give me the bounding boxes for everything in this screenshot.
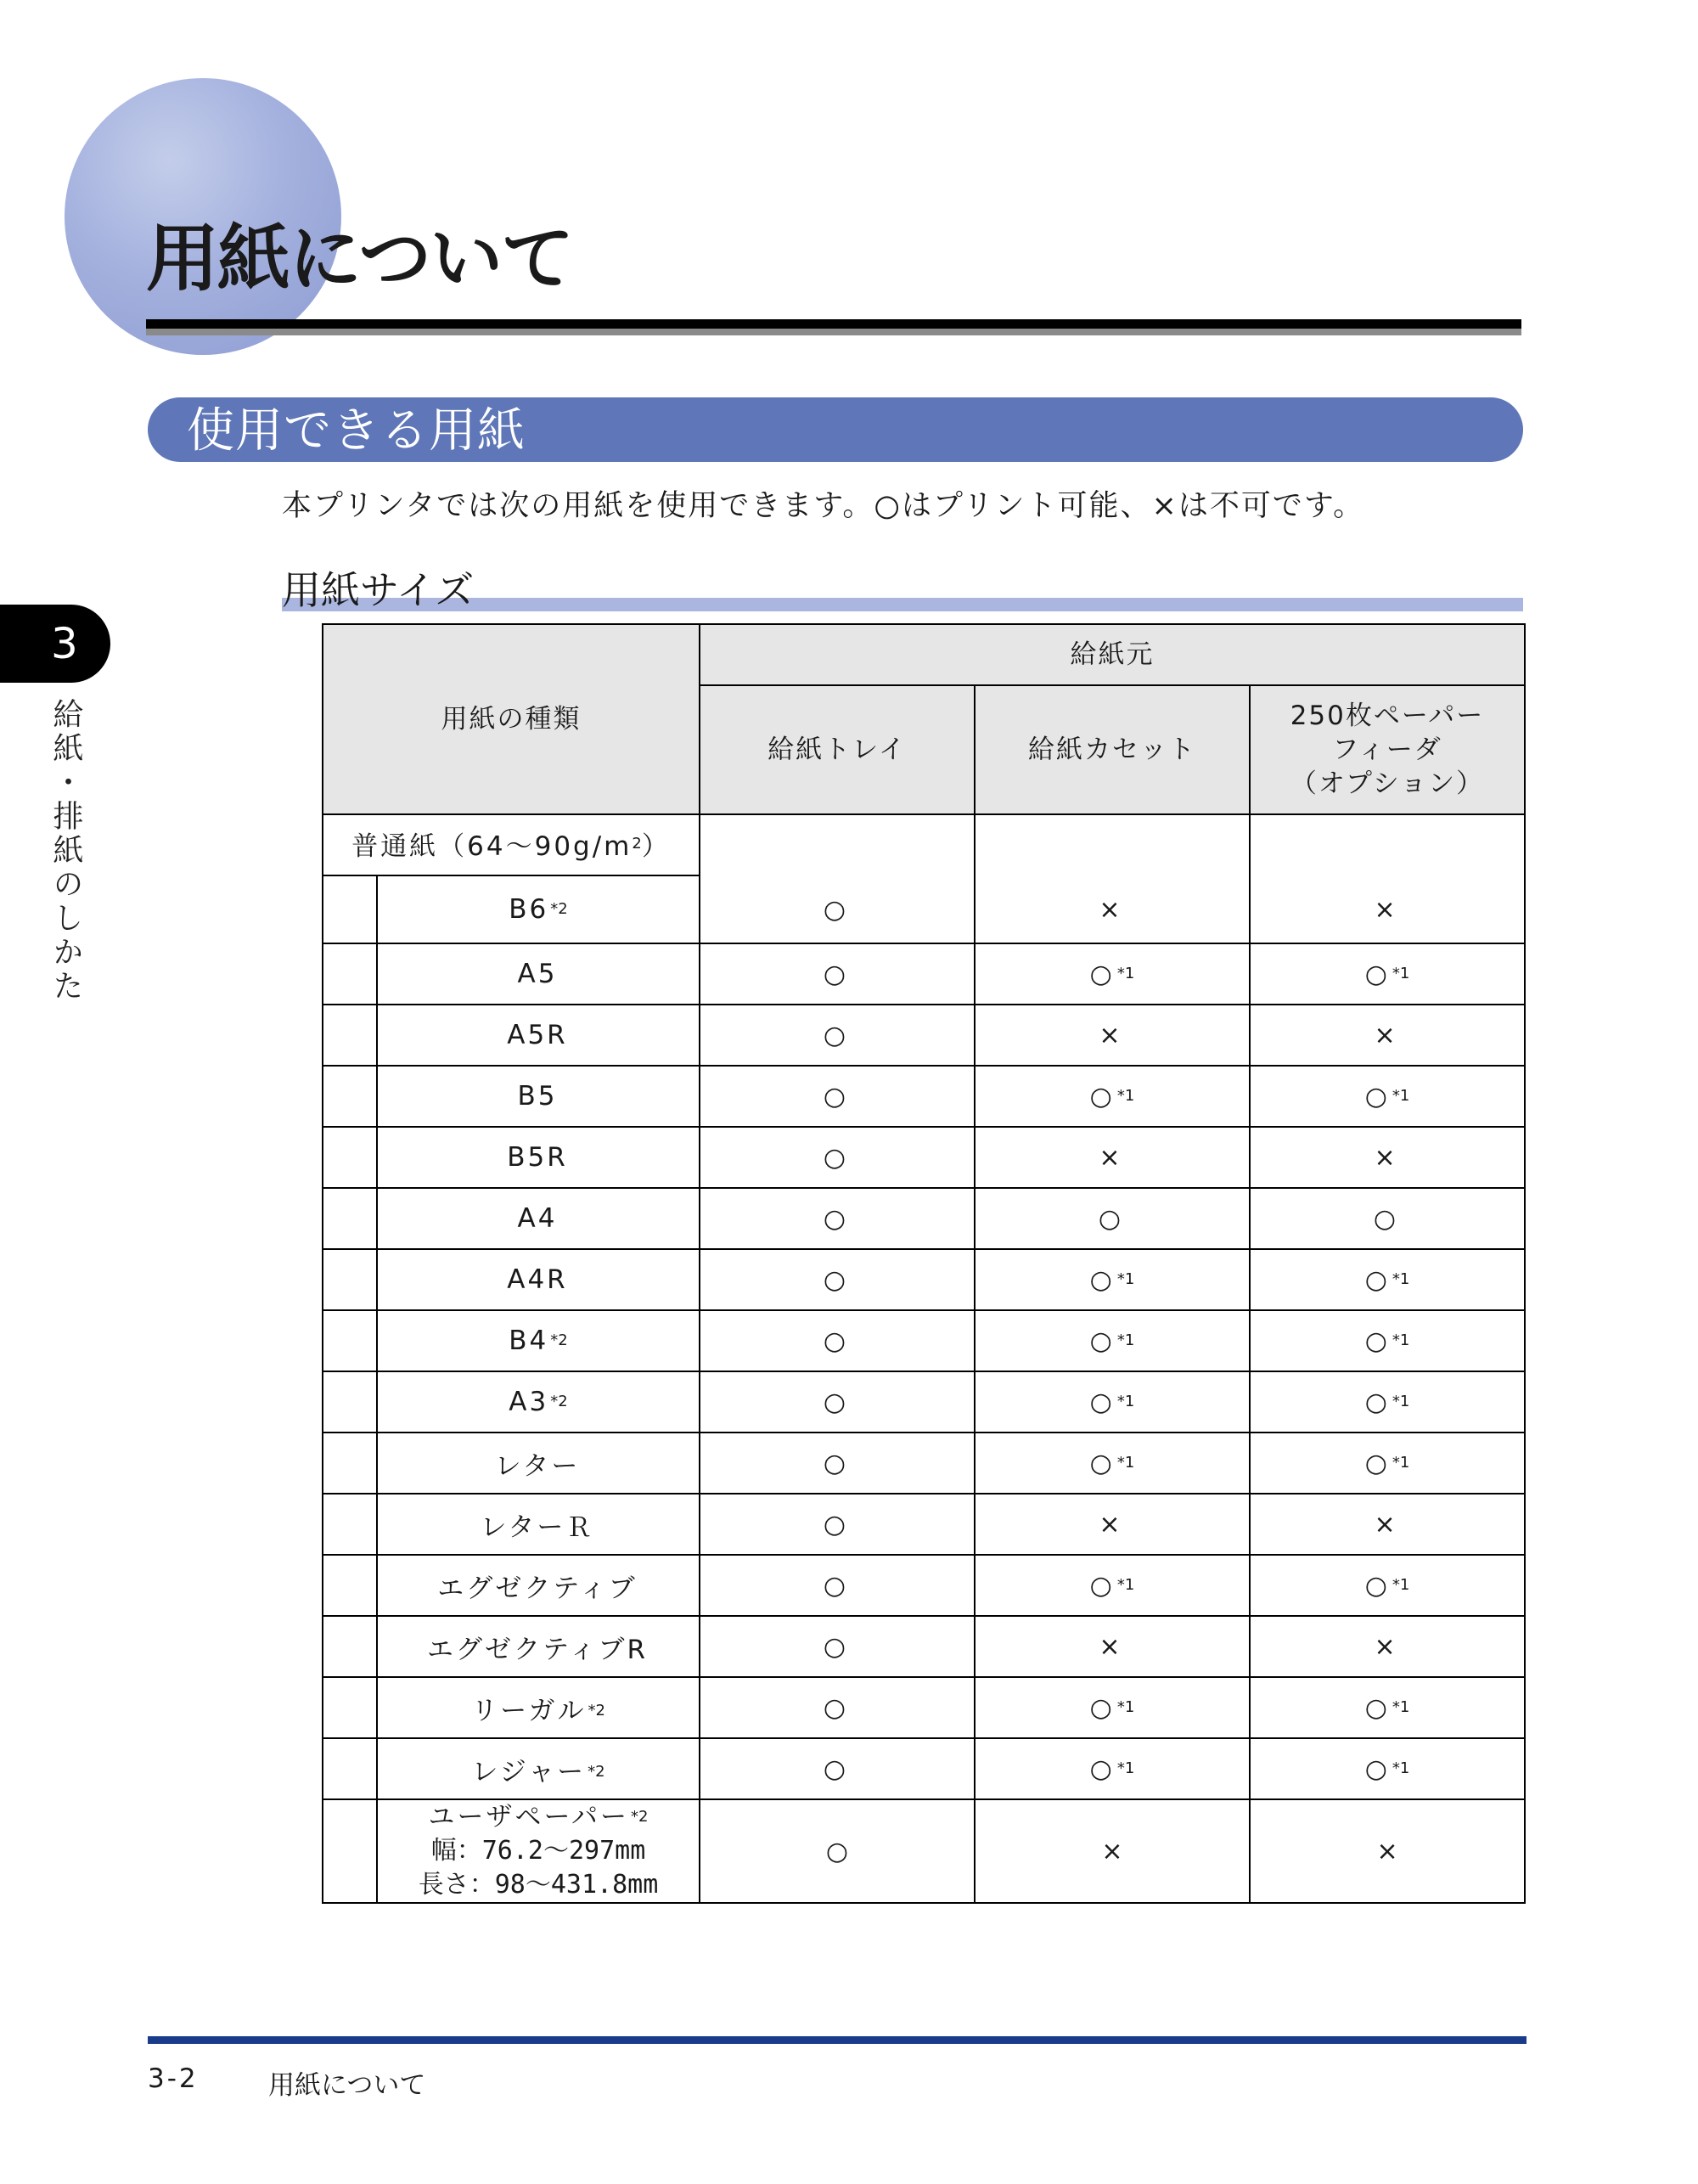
paper-size-label: A5 bbox=[517, 959, 558, 989]
cassette-cell-mark: × bbox=[1099, 1143, 1121, 1173]
paper-size-name bbox=[377, 1616, 700, 1677]
paper-size-name bbox=[377, 943, 700, 1005]
tray-cell-mark: ○ bbox=[823, 1388, 846, 1417]
paper-size-label: A5R bbox=[507, 1020, 568, 1050]
cassette-cell-note: *1 bbox=[1116, 1270, 1135, 1288]
feeder-cell-mark: × bbox=[1374, 1021, 1396, 1050]
cassette-cell-mark: ○ bbox=[1089, 1326, 1112, 1356]
paper-size-footnote: *2 bbox=[550, 1331, 568, 1349]
tray-cell-mark: ○ bbox=[823, 1449, 846, 1478]
paper-size-label: リーガル bbox=[471, 1695, 587, 1726]
cassette-cell-note: *1 bbox=[1116, 1087, 1135, 1105]
table-body bbox=[323, 814, 1525, 1903]
section-title: 使用できる用紙 bbox=[187, 403, 526, 459]
header-tray: 給紙トレイ bbox=[700, 685, 975, 814]
feeder-cell bbox=[1250, 1738, 1525, 1799]
cassette-cell bbox=[975, 1249, 1250, 1310]
feeder-cell bbox=[1250, 1371, 1525, 1433]
paper-size-footnote: *2 bbox=[588, 1701, 605, 1720]
feeder-cell-mark: ○ bbox=[1364, 1449, 1387, 1478]
header-feeder-line1: 250枚ペーパー bbox=[1290, 701, 1485, 731]
user-paper-width: 幅：76.2～297mm bbox=[430, 1836, 646, 1866]
cassette-cell-note: *1 bbox=[1116, 1576, 1135, 1594]
feeder-cell-user-mark: × bbox=[1376, 1837, 1398, 1866]
cassette-cell-user-mark: × bbox=[1101, 1837, 1123, 1866]
table-row bbox=[323, 1371, 1525, 1433]
feeder-cell-mark: × bbox=[1374, 1143, 1396, 1173]
tray-cell-mark: ○ bbox=[823, 1326, 846, 1356]
cassette-cell bbox=[975, 1555, 1250, 1616]
tray-cell-mark: ○ bbox=[823, 1265, 846, 1295]
row-indent bbox=[323, 1677, 377, 1738]
paper-size-name bbox=[377, 1433, 700, 1494]
cassette-cell bbox=[975, 943, 1250, 1005]
paper-size-label: レター bbox=[494, 1450, 581, 1482]
paper-size-name bbox=[377, 1005, 700, 1066]
cassette-cell bbox=[975, 875, 1250, 943]
feeder-cell bbox=[1250, 1616, 1525, 1677]
intro-text: 本プリンタでは次の用紙を使用できます。○はプリント可能、×は不可です。 bbox=[282, 489, 1365, 523]
paper-size-name bbox=[377, 1677, 700, 1738]
user-paper-length: 長さ：98～431.8mm bbox=[418, 1870, 659, 1900]
cassette-cell-mark: ○ bbox=[1089, 1388, 1112, 1417]
paper-size-name bbox=[377, 1249, 700, 1310]
paper-size-label: エグゼクティブR bbox=[426, 1634, 649, 1665]
tray-cell bbox=[700, 1066, 975, 1127]
cassette-cell bbox=[975, 1005, 1250, 1066]
tray-cell bbox=[700, 1310, 975, 1371]
tray-cell-mark: ○ bbox=[823, 1632, 846, 1662]
feeder-cell-note: *1 bbox=[1392, 1331, 1410, 1349]
paper-size-name bbox=[377, 1555, 700, 1616]
page-title: 用紙について bbox=[146, 217, 573, 301]
paper-size-table bbox=[322, 623, 1526, 1904]
row-indent bbox=[323, 943, 377, 1005]
footer-title: 用紙について bbox=[268, 2070, 426, 2101]
feeder-cell bbox=[1250, 1188, 1525, 1249]
paper-size-name bbox=[377, 1494, 700, 1555]
group-cell-cassette bbox=[975, 814, 1250, 875]
tray-cell-mark: ○ bbox=[823, 894, 846, 925]
row-indent bbox=[323, 1249, 377, 1310]
paper-size-name bbox=[377, 1127, 700, 1188]
footer-rule bbox=[148, 2036, 1527, 2044]
paper-size-label: B4 bbox=[509, 1326, 549, 1356]
group-cell-tray bbox=[700, 814, 975, 875]
cassette-cell-note: *1 bbox=[1116, 965, 1135, 982]
table-row bbox=[323, 1555, 1525, 1616]
cassette-cell-mark: ○ bbox=[1089, 1571, 1112, 1601]
feeder-cell-mark: × bbox=[1374, 1510, 1396, 1539]
cassette-cell-mark: × bbox=[1099, 1510, 1121, 1539]
subheading-title: 用紙サイズ bbox=[282, 567, 475, 613]
feeder-cell-note: *1 bbox=[1392, 1759, 1410, 1777]
feeder-cell-note: *1 bbox=[1392, 1698, 1410, 1716]
group-label-superscript: 2 bbox=[632, 834, 642, 853]
group-row bbox=[323, 814, 1525, 875]
feeder-cell-mark: ○ bbox=[1373, 1204, 1397, 1234]
cassette-cell-mark: × bbox=[1099, 1632, 1121, 1662]
feeder-cell-mark: ○ bbox=[1364, 1754, 1387, 1784]
table-row bbox=[323, 1616, 1525, 1677]
feeder-cell-mark: ○ bbox=[1364, 1265, 1387, 1295]
feeder-cell bbox=[1250, 1677, 1525, 1738]
row-indent bbox=[323, 1738, 377, 1799]
user-paper-label: ユーザペーパー bbox=[428, 1802, 629, 1832]
feeder-cell bbox=[1250, 1066, 1525, 1127]
table-row bbox=[323, 943, 1525, 1005]
table-row bbox=[323, 1005, 1525, 1066]
row-indent bbox=[323, 1188, 377, 1249]
cassette-cell-mark: × bbox=[1099, 1021, 1121, 1050]
table-row bbox=[323, 1249, 1525, 1310]
cassette-cell bbox=[975, 1494, 1250, 1555]
tray-cell-mark: ○ bbox=[823, 1204, 846, 1234]
header-feeder bbox=[1250, 685, 1525, 814]
paper-size-name bbox=[377, 1188, 700, 1249]
table-row bbox=[323, 1127, 1525, 1188]
table-row bbox=[323, 1677, 1525, 1738]
feeder-cell-mark: ○ bbox=[1364, 1388, 1387, 1417]
cassette-cell-note: *1 bbox=[1116, 1698, 1135, 1716]
tray-cell bbox=[700, 1677, 975, 1738]
group-label-text: 普通紙（64～90g/m bbox=[351, 830, 633, 862]
tray-cell bbox=[700, 1249, 975, 1310]
row-indent bbox=[323, 1494, 377, 1555]
tray-cell bbox=[700, 1555, 975, 1616]
title-rule-shadow bbox=[146, 329, 1521, 335]
header-feeder-line2: フィーダ bbox=[1332, 735, 1442, 765]
row-indent bbox=[323, 1433, 377, 1494]
tray-cell-mark: ○ bbox=[823, 1143, 846, 1173]
row-indent bbox=[323, 875, 377, 943]
row-indent bbox=[323, 1555, 377, 1616]
table-row bbox=[323, 875, 1525, 943]
feeder-cell-user bbox=[1250, 1799, 1525, 1903]
row-indent bbox=[323, 1616, 377, 1677]
group-label-plain-paper bbox=[323, 814, 700, 875]
chapter-side-title: 給紙・排紙のしかた bbox=[48, 698, 83, 1004]
feeder-cell-note: *1 bbox=[1392, 965, 1410, 982]
table-row bbox=[323, 1738, 1525, 1799]
paper-size-name bbox=[377, 1371, 700, 1433]
cassette-cell-mark: ○ bbox=[1089, 1265, 1112, 1295]
tray-cell bbox=[700, 875, 975, 943]
chapter-tab: 3 bbox=[0, 605, 110, 683]
cassette-cell bbox=[975, 1738, 1250, 1799]
paper-size-footnote: *2 bbox=[550, 900, 568, 918]
feeder-cell bbox=[1250, 1494, 1525, 1555]
header-paper-type: 用紙の種類 bbox=[323, 624, 700, 814]
table-row bbox=[323, 1188, 1525, 1249]
tray-cell bbox=[700, 1494, 975, 1555]
cassette-cell bbox=[975, 1677, 1250, 1738]
cassette-cell-note: *1 bbox=[1116, 1331, 1135, 1349]
feeder-cell bbox=[1250, 1310, 1525, 1371]
table-row bbox=[323, 1433, 1525, 1494]
cassette-cell-note: *1 bbox=[1116, 1393, 1135, 1410]
cassette-cell bbox=[975, 1188, 1250, 1249]
cassette-cell-mark: ○ bbox=[1089, 960, 1112, 989]
header-feeder-line3: （オプション） bbox=[1290, 768, 1485, 799]
paper-size-label: レジャー bbox=[471, 1756, 587, 1787]
tray-cell bbox=[700, 1005, 975, 1066]
paper-size-label: B5R bbox=[507, 1142, 568, 1173]
cassette-cell-note: *1 bbox=[1116, 1759, 1135, 1777]
cassette-cell bbox=[975, 1066, 1250, 1127]
feeder-cell bbox=[1250, 1127, 1525, 1188]
table-row bbox=[323, 1066, 1525, 1127]
title-rule bbox=[146, 319, 1521, 329]
header-paper-source: 給紙元 bbox=[700, 624, 1525, 685]
cassette-cell bbox=[975, 1310, 1250, 1371]
row-indent bbox=[323, 1066, 377, 1127]
row-indent bbox=[323, 1127, 377, 1188]
feeder-cell-mark: × bbox=[1374, 894, 1396, 925]
feeder-cell-mark: × bbox=[1374, 1632, 1396, 1662]
paper-size-label: レターＲ bbox=[480, 1511, 595, 1543]
feeder-cell bbox=[1250, 1555, 1525, 1616]
paper-size-name bbox=[377, 1738, 700, 1799]
paper-size-label: エグゼクティブ bbox=[437, 1573, 638, 1604]
header-cassette: 給紙カセット bbox=[975, 685, 1250, 814]
tray-cell-mark: ○ bbox=[823, 960, 846, 989]
feeder-cell-mark: ○ bbox=[1364, 960, 1387, 989]
cassette-cell bbox=[975, 1433, 1250, 1494]
paper-size-label: A4R bbox=[507, 1264, 568, 1295]
cassette-cell-mark: ○ bbox=[1089, 1449, 1112, 1478]
group-cell-feeder bbox=[1250, 814, 1525, 875]
tray-cell bbox=[700, 1738, 975, 1799]
row-indent bbox=[323, 1005, 377, 1066]
cassette-cell-mark: ○ bbox=[1098, 1204, 1122, 1234]
feeder-cell-mark: ○ bbox=[1364, 1571, 1387, 1601]
feeder-cell bbox=[1250, 1005, 1525, 1066]
cassette-cell-user bbox=[975, 1799, 1250, 1903]
cassette-cell bbox=[975, 1616, 1250, 1677]
row-indent bbox=[323, 1799, 377, 1903]
feeder-cell-note: *1 bbox=[1392, 1454, 1410, 1472]
feeder-cell-mark: ○ bbox=[1364, 1326, 1387, 1356]
tray-cell bbox=[700, 943, 975, 1005]
feeder-cell bbox=[1250, 943, 1525, 1005]
tray-cell-mark: ○ bbox=[823, 1571, 846, 1601]
tray-cell bbox=[700, 1188, 975, 1249]
group-label-close: ） bbox=[641, 830, 671, 862]
feeder-cell-mark: ○ bbox=[1364, 1693, 1387, 1723]
paper-size-name bbox=[377, 1310, 700, 1371]
paper-size-label: B5 bbox=[517, 1081, 558, 1112]
tray-cell-mark: ○ bbox=[823, 1510, 846, 1539]
tray-cell-user-mark: ○ bbox=[825, 1837, 849, 1866]
paper-size-name bbox=[377, 875, 700, 943]
tray-cell-mark: ○ bbox=[823, 1082, 846, 1112]
feeder-cell-note: *1 bbox=[1392, 1393, 1410, 1410]
feeder-cell-note: *1 bbox=[1392, 1576, 1410, 1594]
table-row bbox=[323, 1310, 1525, 1371]
table-row bbox=[323, 1494, 1525, 1555]
cassette-cell-mark: ○ bbox=[1089, 1754, 1112, 1784]
tray-cell-user bbox=[700, 1799, 975, 1903]
cassette-cell bbox=[975, 1371, 1250, 1433]
feeder-cell-mark: ○ bbox=[1364, 1082, 1387, 1112]
feeder-cell-note: *1 bbox=[1392, 1270, 1410, 1288]
feeder-cell bbox=[1250, 875, 1525, 943]
cassette-cell-mark: × bbox=[1099, 894, 1121, 925]
cassette-cell-mark: ○ bbox=[1089, 1693, 1112, 1723]
paper-size-label: A4 bbox=[517, 1203, 558, 1234]
paper-size-name-user bbox=[377, 1799, 700, 1903]
feeder-cell-note: *1 bbox=[1392, 1087, 1410, 1105]
paper-size-footnote: *2 bbox=[588, 1762, 605, 1781]
cassette-cell-note: *1 bbox=[1116, 1454, 1135, 1472]
row-indent bbox=[323, 1371, 377, 1433]
table-row-user-paper bbox=[323, 1799, 1525, 1903]
feeder-cell bbox=[1250, 1249, 1525, 1310]
tray-cell bbox=[700, 1371, 975, 1433]
tray-cell-mark: ○ bbox=[823, 1754, 846, 1784]
cassette-cell-mark: ○ bbox=[1089, 1082, 1112, 1112]
user-paper-footnote: *2 bbox=[631, 1808, 649, 1826]
page-number: 3-2 bbox=[148, 2063, 199, 2094]
tray-cell-mark: ○ bbox=[823, 1021, 846, 1050]
paper-size-footnote: *2 bbox=[550, 1393, 568, 1410]
tray-cell bbox=[700, 1127, 975, 1188]
tray-cell bbox=[700, 1433, 975, 1494]
cassette-cell bbox=[975, 1127, 1250, 1188]
row-indent bbox=[323, 1310, 377, 1371]
tray-cell-mark: ○ bbox=[823, 1693, 846, 1723]
paper-size-name bbox=[377, 1066, 700, 1127]
tray-cell bbox=[700, 1616, 975, 1677]
paper-size-label: A3 bbox=[509, 1387, 549, 1417]
feeder-cell bbox=[1250, 1433, 1525, 1494]
paper-size-label: B6 bbox=[509, 894, 549, 925]
